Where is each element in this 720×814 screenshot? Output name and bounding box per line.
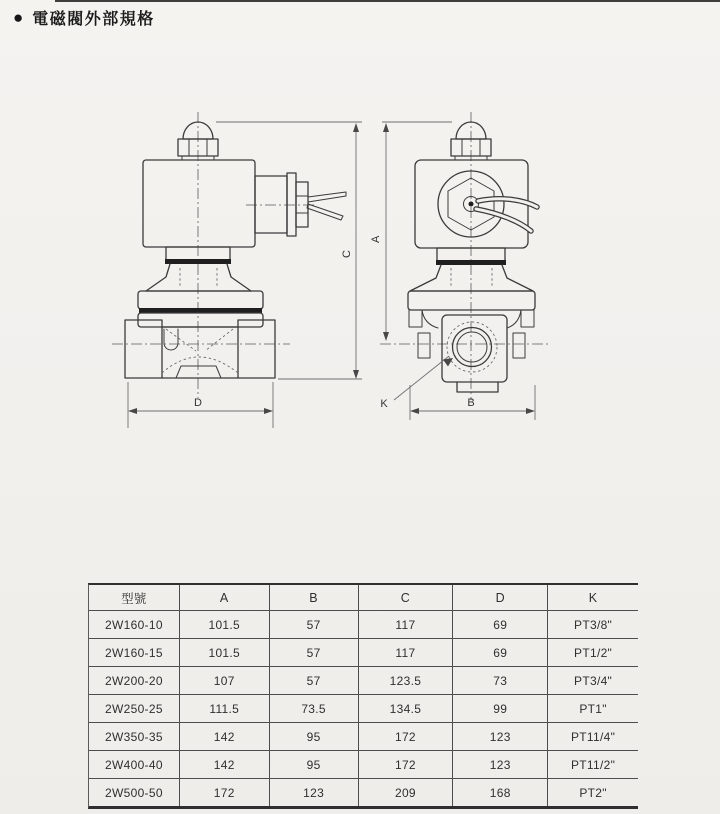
header-b: B — [270, 585, 359, 610]
value-cell: PT11/2" — [571, 757, 616, 772]
value-cell: 111.5 — [180, 695, 270, 722]
value-cell: 57 — [270, 639, 359, 666]
value-cell: 69 — [453, 639, 548, 666]
model-cell: 2W250-25 — [89, 695, 180, 722]
value-cell: PT3/8" — [574, 617, 613, 632]
model-cell: 2W160-15 — [89, 639, 180, 666]
header-c: C — [359, 585, 454, 610]
model-cell: 2W500-50 — [89, 779, 180, 806]
model-cell: 2W400-40 — [89, 751, 180, 778]
model-cell: 2W350-35 — [89, 723, 180, 750]
header-d: D — [453, 585, 548, 610]
value-cell: PT2" — [579, 785, 607, 800]
value-cell: 142 — [180, 723, 270, 750]
value-cell: 69 — [453, 611, 548, 638]
value-cell: PT1/2" — [574, 645, 613, 660]
value-cell: 57 — [270, 667, 359, 694]
spec-table — [88, 583, 638, 809]
value-cell: 73.5 — [270, 695, 359, 722]
value-cell: 142 — [180, 751, 270, 778]
value-cell: 123.5 — [359, 667, 454, 694]
value-cell: 134.5 — [359, 695, 454, 722]
section-title-text: 電磁閥外部規格 — [32, 11, 155, 28]
table-row — [89, 611, 638, 639]
side-view-drawing — [112, 112, 362, 428]
value-cell: 123 — [453, 723, 548, 750]
value-cell: PT11/4" — [571, 729, 616, 744]
value-cell: 117 — [359, 639, 454, 666]
value-cell: PT1" — [579, 701, 607, 716]
value-cell: 172 — [180, 779, 270, 806]
value-cell: 123 — [270, 779, 359, 806]
value-cell: 168 — [453, 779, 548, 806]
table-row — [89, 751, 638, 779]
table-row — [89, 667, 638, 695]
value-cell: 209 — [359, 779, 454, 806]
value-cell: 101.5 — [180, 611, 270, 638]
section-title — [13, 6, 155, 29]
model-cell: 2W160-10 — [89, 611, 180, 638]
table-row — [89, 639, 638, 667]
table-row — [89, 779, 638, 806]
value-cell: PT3/4" — [574, 673, 613, 688]
value-cell: 57 — [270, 611, 359, 638]
header-k: K — [588, 590, 598, 605]
dim-label-a: A — [370, 235, 382, 243]
value-cell: 172 — [359, 723, 454, 750]
bullet-icon: ● — [13, 8, 24, 27]
value-cell: 95 — [270, 723, 359, 750]
value-cell: 117 — [359, 611, 454, 638]
value-cell: 73 — [453, 667, 548, 694]
header-model: 型號 — [89, 585, 180, 610]
table-row — [89, 695, 638, 723]
header-a: A — [180, 585, 270, 610]
table-row — [89, 723, 638, 751]
value-cell: 101.5 — [180, 639, 270, 666]
value-cell: 107 — [180, 667, 270, 694]
dim-label-k: K — [380, 398, 388, 410]
dim-label-c: C — [341, 250, 353, 258]
dim-label-b: B — [467, 397, 475, 409]
valve-technical-drawings — [0, 100, 720, 440]
value-cell: 172 — [359, 751, 454, 778]
dim-label-d: D — [194, 397, 202, 409]
front-view-drawing — [370, 112, 550, 420]
value-cell: 123 — [453, 751, 548, 778]
table-header-row — [89, 585, 638, 611]
value-cell: 95 — [270, 751, 359, 778]
value-cell: 99 — [453, 695, 548, 722]
model-cell: 2W200-20 — [89, 667, 180, 694]
scan-artifact-line — [55, 0, 720, 2]
